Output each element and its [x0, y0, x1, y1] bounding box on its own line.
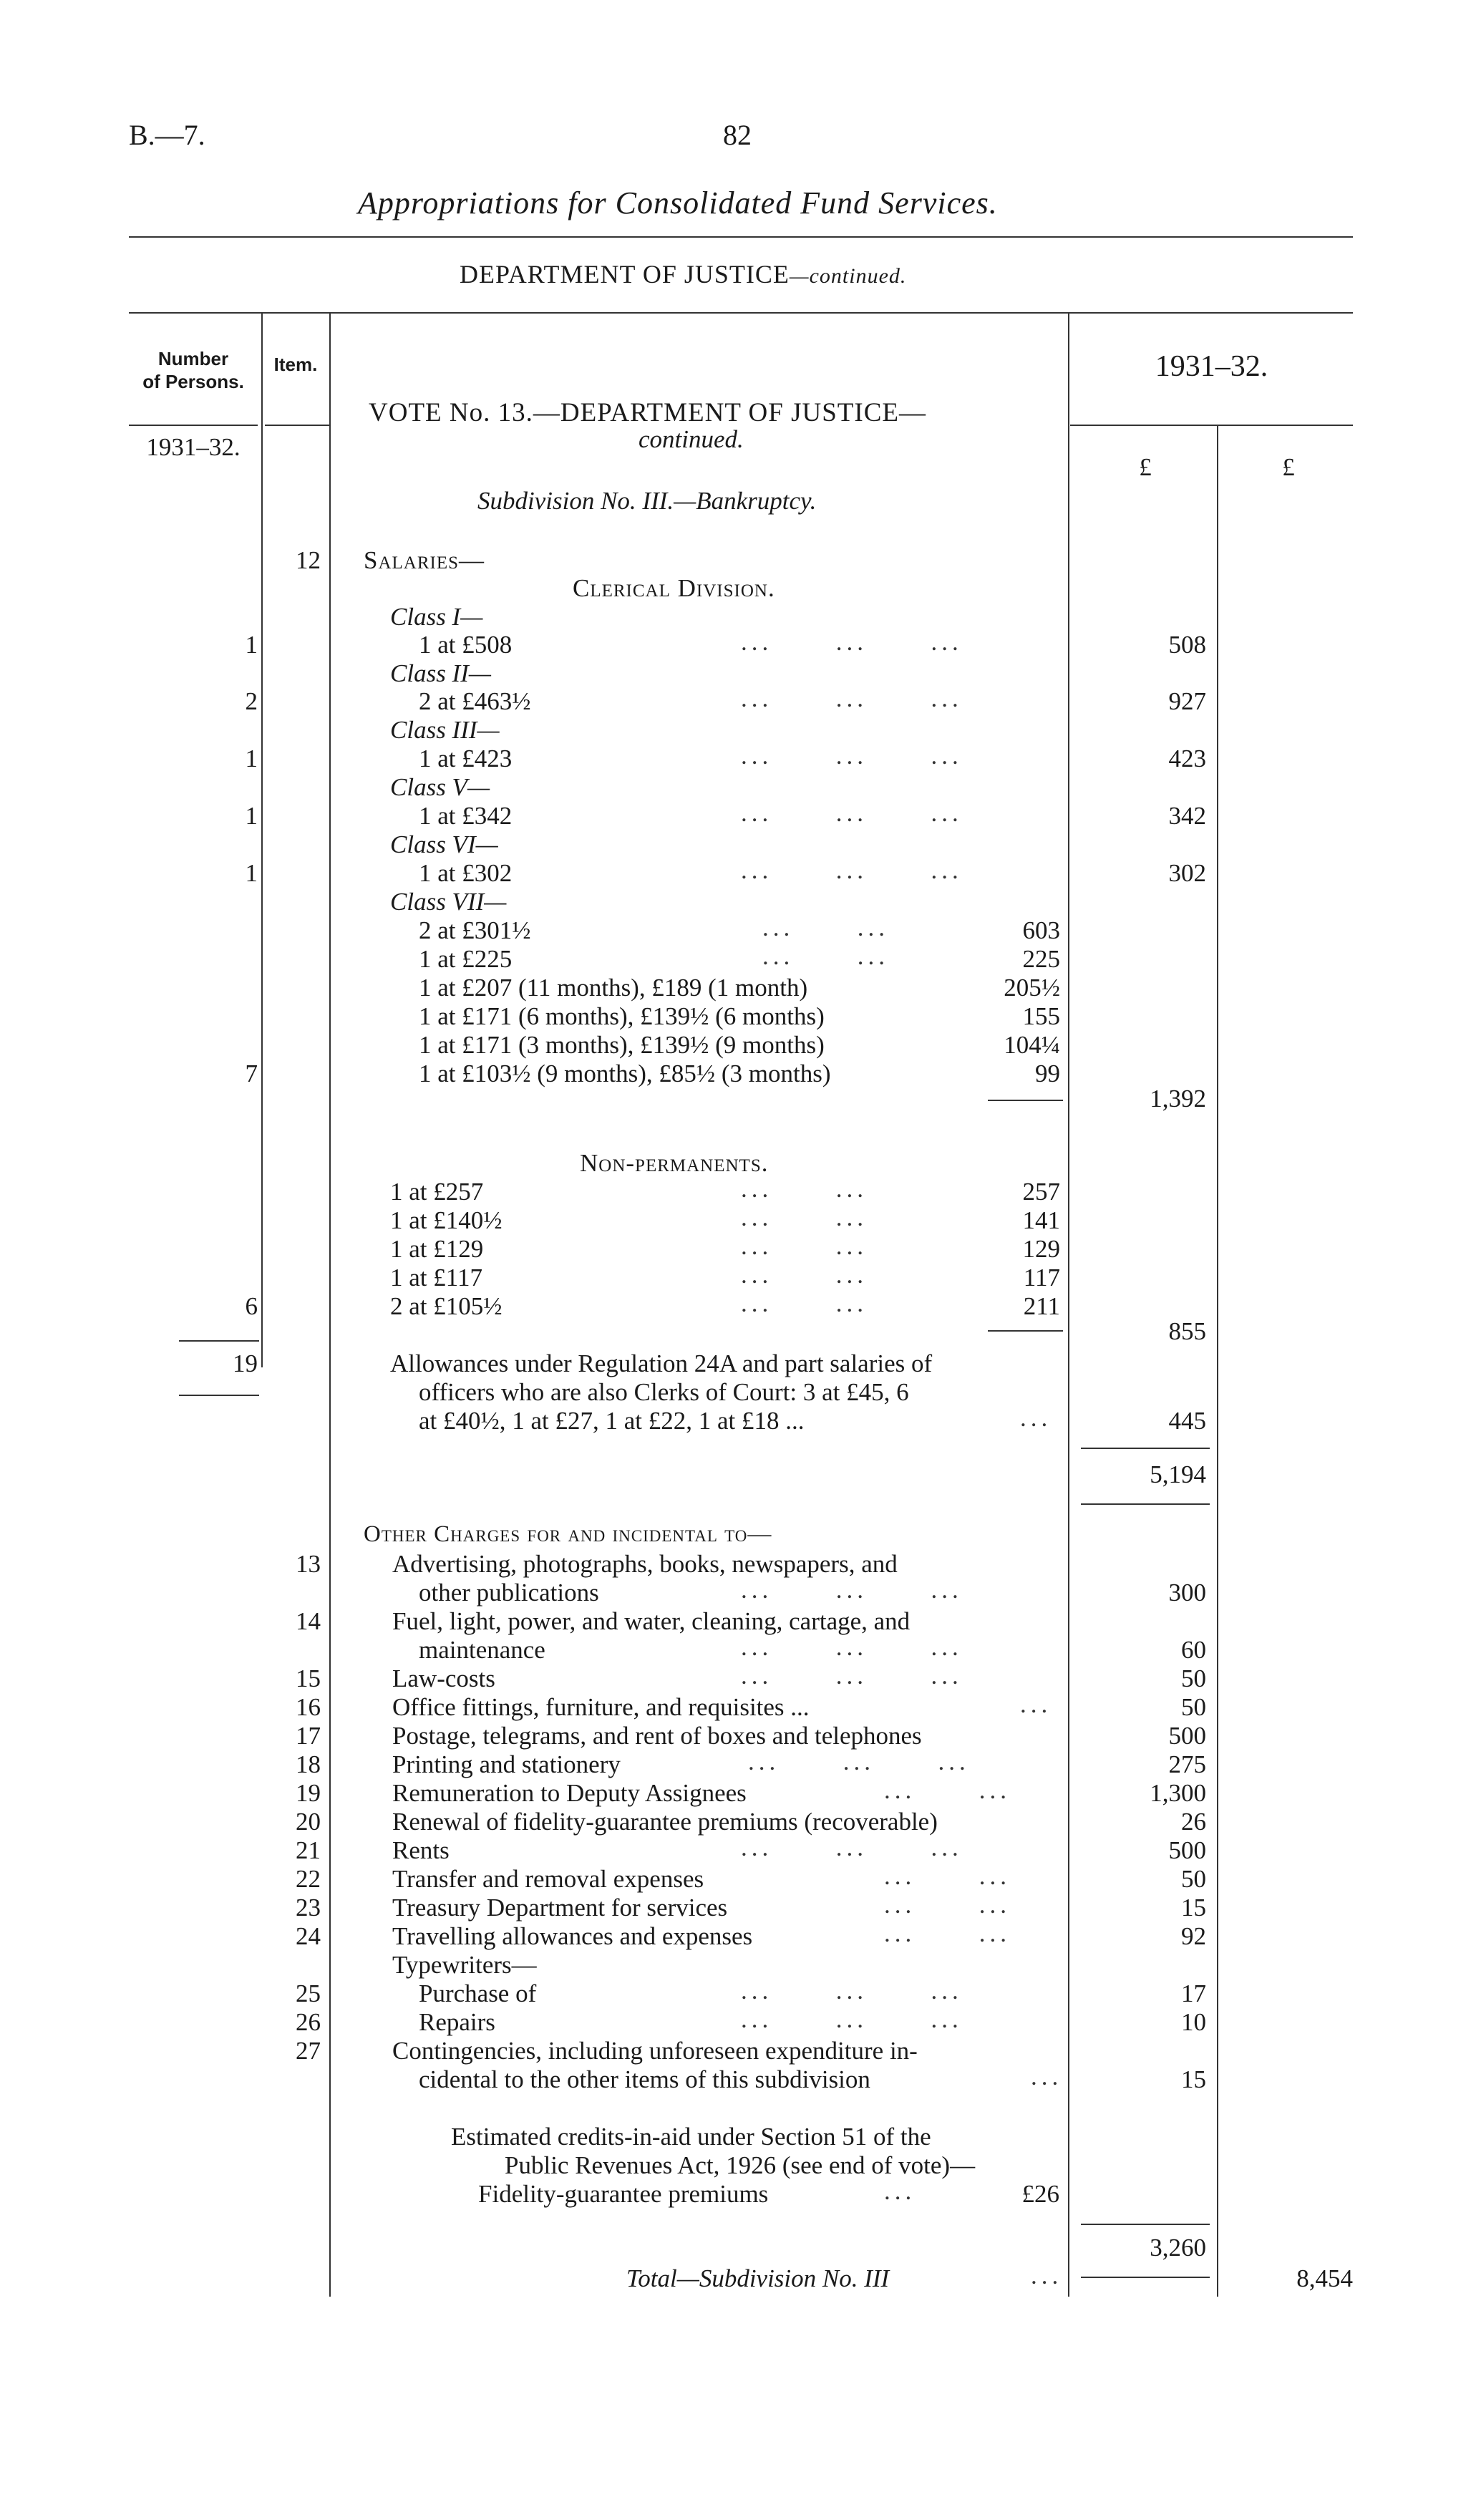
typewriters-purchase: Purchase of [419, 1979, 537, 2007]
amount: 275 [1168, 1750, 1206, 1778]
sub-amount: 117 [1023, 1264, 1060, 1292]
class-name: Class I— [390, 603, 483, 631]
vote-title: VOTE No. 13.—DEPARTMENT OF JUSTICE— [369, 398, 926, 427]
persons-count: 1 [245, 859, 258, 887]
sub-amount: 129 [1022, 1235, 1060, 1263]
amount: 342 [1168, 802, 1206, 830]
amount: 26 [1181, 1808, 1206, 1836]
charge-line: Printing and stationery [392, 1750, 621, 1778]
item-number: 13 [296, 1550, 321, 1578]
sub-amount: 155 [1022, 1002, 1060, 1030]
persons-count: 1 [245, 631, 258, 659]
amount: 300 [1168, 1579, 1206, 1606]
sub-amount: 104¼ [1004, 1031, 1060, 1059]
col-line-details [1068, 314, 1069, 2297]
col-line-persons [261, 314, 263, 1367]
nonpermanents-heading: Non-permanents. [580, 1149, 769, 1177]
other-charges-heading: Other Charges for and incidental to— [364, 1521, 772, 1547]
amount: 423 [1168, 745, 1206, 772]
persons-count: 7 [245, 1060, 258, 1087]
credits-amount: £26 [1021, 2180, 1059, 2208]
nonperm-line: 2 at £105½ [390, 1292, 503, 1320]
total-rule [1081, 1503, 1210, 1505]
typewriters-repairs: Repairs [419, 2008, 495, 2036]
persons-rule [179, 1395, 259, 1396]
persons-year: 1931–32. [146, 433, 241, 461]
item-number: 14 [296, 1607, 321, 1635]
persons-total: 19 [233, 1349, 258, 1377]
credits-line: Fidelity-guarantee premiums [478, 2180, 769, 2208]
charge-line: Remuneration to Deputy Assignees [392, 1779, 747, 1807]
item-number: 25 [296, 1979, 321, 2007]
class-line: 1 at £508 [419, 631, 513, 659]
class-line: 1 at £207 (11 months), £189 (1 month) [419, 974, 808, 1002]
sub-amount: 211 [1023, 1292, 1060, 1320]
leader-dots: ... ... ... [741, 1977, 963, 2005]
credits-line: Estimated credits-in-aid under Section 51 of the [451, 2123, 931, 2151]
nonperm-line: 1 at £117 [390, 1264, 482, 1292]
charge-line: Treasury Department for services [392, 1894, 728, 1922]
vote-continued: continued. [639, 425, 744, 453]
amount: 17 [1181, 1979, 1206, 2007]
amount: 50 [1181, 1693, 1206, 1721]
leader-dots: ... ... [741, 1289, 868, 1317]
amount: 50 [1181, 1865, 1206, 1893]
leader-dots: ... ... [762, 942, 889, 970]
charge-line: other publications [419, 1579, 599, 1606]
item-number: 23 [296, 1894, 321, 1922]
sub-amount: 603 [1022, 916, 1060, 944]
leader-dots: ... [1020, 1690, 1052, 1718]
rule-persons-head [129, 425, 258, 426]
header-persons: Number of Persons. [142, 348, 244, 392]
contingencies-line: Contingencies, including unforeseen expenditure in- [392, 2037, 918, 2065]
leader-dots: ... ... ... [741, 1662, 963, 1690]
amount: 10 [1181, 2008, 1206, 2036]
class-line: 1 at £171 (6 months), £139½ (6 months) [419, 1002, 825, 1030]
leader-dots: ... ... ... [741, 2005, 963, 2033]
item-number: 22 [296, 1865, 321, 1893]
amount: 15 [1181, 2065, 1206, 2093]
amount: 60 [1181, 1636, 1206, 1664]
rule-item-head [265, 425, 329, 426]
col-line-item [329, 314, 331, 2297]
item-number: 16 [296, 1693, 321, 1721]
leader-dots: ... ... ... [741, 856, 963, 884]
class-line: 1 at £423 [419, 745, 513, 772]
header-year: 1931–32. [1155, 350, 1268, 383]
item-number: 19 [296, 1779, 321, 1807]
credits-line: Public Revenues Act, 1926 (see end of vote)— [505, 2151, 976, 2179]
item-number: 12 [296, 546, 321, 574]
charge-line: Travelling allowances and expenses [392, 1922, 753, 1950]
charge-line: Advertising, photographs, books, newspapers, and [392, 1550, 898, 1578]
running-title: Appropriations for Consolidated Fund Services. [358, 185, 998, 220]
leader-dots: ... ... [741, 1203, 868, 1231]
leader-dots: ... ... ... [741, 1576, 963, 1604]
charge-line: Law-costs [392, 1664, 495, 1692]
leader-dots: ... ... ... [741, 1833, 963, 1861]
persons-rule [179, 1340, 259, 1342]
item-number: 17 [296, 1722, 321, 1750]
rule-year-head [1070, 425, 1353, 426]
leader-dots: ... ... [884, 1776, 1011, 1804]
charge-line: Office fittings, furniture, and requisites ... [392, 1693, 810, 1721]
subdivision-title: Subdivision No. III.—Bankruptcy. [477, 487, 817, 515]
amount: 92 [1181, 1922, 1206, 1950]
leader-dots: ... ... ... [741, 684, 963, 712]
page-reference: B.—7. [129, 119, 205, 151]
charge-line: Fuel, light, power, and water, cleaning, cartage, and [392, 1607, 911, 1635]
clerical-division-heading: Clerical Division. [573, 574, 775, 602]
class-line: 2 at £301½ [419, 916, 531, 944]
leader-dots: ... [1031, 2063, 1063, 2090]
leader-dots: ... ... [884, 1862, 1011, 1890]
leader-dots: ... ... [741, 1175, 868, 1203]
leader-dots: ... [884, 2177, 916, 2205]
leader-dots: ... ... ... [741, 799, 963, 827]
salaries-total: 5,194 [1150, 1460, 1206, 1488]
item-number: 21 [296, 1836, 321, 1864]
total-rule [1081, 2224, 1210, 2225]
sub-amount: 99 [1035, 1060, 1060, 1087]
nonperm-line: 1 at £257 [390, 1178, 484, 1206]
sub-amount: 141 [1022, 1206, 1060, 1234]
leader-dots: ... ... ... [741, 1633, 963, 1661]
typewriters-heading: Typewriters— [392, 1951, 537, 1979]
amount: 927 [1168, 687, 1206, 715]
class-vii-total: 1,392 [1150, 1085, 1206, 1113]
rule-top [129, 236, 1353, 238]
class-name: Class V— [390, 773, 490, 801]
class-line: 2 at £463½ [419, 687, 531, 715]
total-rule [1081, 2277, 1210, 2278]
leader-dots: ... ... ... [741, 628, 963, 656]
department-title: DEPARTMENT OF JUSTICE—continued. [460, 260, 907, 289]
leader-dots: ... ... [884, 1891, 1011, 1919]
sub-amount: 225 [1022, 945, 1060, 973]
leader-dots: ... [1020, 1404, 1052, 1432]
item-number: 27 [296, 2037, 321, 2065]
nonpermanents-total: 855 [1168, 1317, 1206, 1345]
leader-dots: ... ... [762, 914, 889, 941]
rule-header-top [129, 312, 1353, 314]
subtotal-rule [988, 1100, 1063, 1101]
col-line-amounts [1217, 426, 1218, 2297]
charge-line: Renewal of fidelity-guarantee premiums (recoverable) [392, 1808, 938, 1836]
charge-line: Rents [392, 1836, 450, 1864]
amount: 1,300 [1150, 1779, 1206, 1807]
sub-amount: 205½ [1004, 974, 1060, 1002]
contingencies-line: cidental to the other items of this subdivision [419, 2065, 870, 2093]
amount: 508 [1168, 631, 1206, 659]
amount: 500 [1168, 1836, 1206, 1864]
header-item: Item. [273, 354, 318, 375]
amount: 15 [1181, 1894, 1206, 1922]
amount: 302 [1168, 859, 1206, 887]
item-number: 20 [296, 1808, 321, 1836]
amount: 500 [1168, 1722, 1206, 1750]
charge-line: Postage, telegrams, and rent of boxes and telephones [392, 1722, 922, 1750]
allowances-line: Allowances under Regulation 24A and part salaries of [390, 1349, 933, 1377]
item-number: 18 [296, 1750, 321, 1778]
leader-dots: ... [1031, 2262, 1063, 2289]
leader-dots: ... ... ... [748, 1748, 970, 1775]
charge-line: Transfer and removal expenses [392, 1865, 704, 1893]
leader-dots: ... ... [884, 1919, 1011, 1947]
class-line: 1 at £342 [419, 802, 513, 830]
pound-sign-1: £ [1139, 453, 1152, 481]
allowances-line: at £40½, 1 at £27, 1 at £22, 1 at £18 ... [419, 1407, 805, 1435]
other-charges-total: 3,260 [1150, 2234, 1206, 2262]
item-number: 15 [296, 1664, 321, 1692]
allowances-line: officers who are also Clerks of Court: 3 at £45, 6 [419, 1378, 909, 1406]
class-line: 1 at £103½ (9 months), £85½ (3 months) [419, 1060, 831, 1087]
leader-dots: ... ... [741, 1232, 868, 1260]
amount: 50 [1181, 1664, 1206, 1692]
persons-count: 2 [245, 687, 258, 715]
item-number: 26 [296, 2008, 321, 2036]
class-line: 1 at £171 (3 months), £139½ (9 months) [419, 1031, 825, 1059]
class-line: 1 at £225 [419, 945, 513, 973]
persons-count: 1 [245, 745, 258, 772]
salaries-heading: Salaries— [364, 546, 485, 574]
page-number: 82 [723, 119, 752, 151]
pound-sign-2: £ [1282, 453, 1295, 481]
grand-total-label: Total—Subdivision No. III [626, 2264, 890, 2292]
nonperm-line: 1 at £129 [390, 1235, 484, 1263]
class-name: Class II— [390, 659, 491, 687]
grand-total-amount: 8,454 [1296, 2264, 1353, 2292]
total-rule [1081, 1448, 1210, 1449]
persons-count: 1 [245, 802, 258, 830]
sub-amount: 257 [1022, 1178, 1060, 1206]
persons-count: 6 [245, 1292, 258, 1320]
leader-dots: ... ... [741, 1261, 868, 1289]
charge-line: maintenance [419, 1636, 545, 1664]
class-name: Class VII— [390, 888, 507, 916]
subtotal-rule [988, 1330, 1063, 1332]
class-line: 1 at £302 [419, 859, 513, 887]
leader-dots: ... ... ... [741, 742, 963, 770]
class-name: Class VI— [390, 830, 498, 858]
allowances-amount: 445 [1168, 1407, 1206, 1435]
class-name: Class III— [390, 716, 500, 744]
nonperm-line: 1 at £140½ [390, 1206, 503, 1234]
item-number: 24 [296, 1922, 321, 1950]
